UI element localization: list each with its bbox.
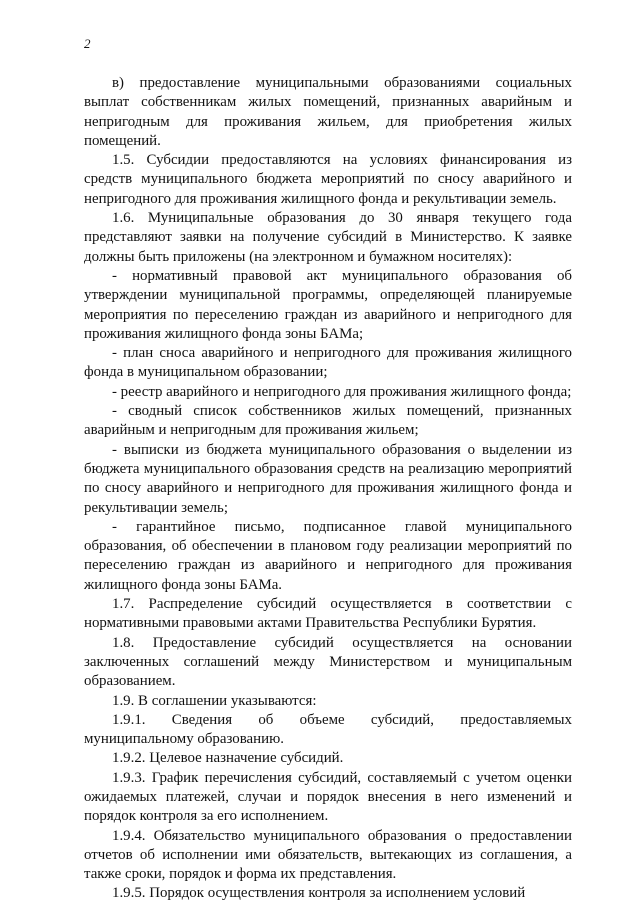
- list-item-demolition-plan: - план сноса аварийного и непригодного для проживания жилищного фонда в муниципальном образовании;: [84, 345, 572, 381]
- list-item-owners-list: - сводный список собственников жилых помещений, признанных аварийным и непригодным для проживания жильем;: [84, 403, 572, 439]
- paragraph-1-5: 1.5. Субсидии предоставляются на условиях финансирования из средств муниципального бюджета мероприятий по сносу аварийного и непригодного для проживания жилищного фонда и рекультивации земель.: [84, 152, 572, 207]
- paragraph-1-9-1: 1.9.1. Сведения об объеме субсидий, предоставляемых муниципальному образованию.: [84, 711, 572, 748]
- list-item-budget-extracts: - выписки из бюджета муниципального образования о выделении из бюджета муниципального образования средств на реализацию мероприятий по сносу аварийного и непригодного для проживания жилищного фонда и рекультивации земель;: [84, 441, 572, 516]
- paragraph-1-7: 1.7. Распределение субсидий осуществляется в соответствии с нормативными правовыми актами Правительства Республики Бурятия.: [84, 596, 572, 632]
- page-number: 2: [84, 36, 91, 51]
- paragraph-1-9-4: 1.9.4. Обязательство муниципального образования о предоставлении отчетов об исполнении ими обязательств, вытекающих из соглашения, а также сроки, порядок и форма их представления.: [84, 827, 572, 883]
- paragraph-3v-social-payments: в) предоставление муниципальными образованиями социальных выплат собственникам жилых помещений, признанных аварийным и непригодным для проживания жильем, для приобретения жилых помещений.: [84, 75, 572, 149]
- paragraph-1-9-3: 1.9.3. График перечисления субсидий, составляемый с учетом оценки ожидаемых платежей, случаи и порядок внесения в него изменений и порядок контроля за его исполнением.: [84, 769, 572, 825]
- list-item-normative-act: - нормативный правовой акт муниципального образования об утверждении муниципальной программы, определяющей планируемые мероприятия по переселению граждан из аварийного и непригодного для проживания жилищного фонда зоны БАМа;: [84, 267, 572, 342]
- document-body: [84, 74, 572, 904]
- paragraph-1-6: 1.6. Муниципальные образования до 30 января текущего года представляют заявки на получение субсидий в Министерство. К заявке должны быть приложены (на электронном и бумажном носителях):: [84, 210, 572, 265]
- paragraph-1-9-2: 1.9.2. Целевое назначение субсидий.: [112, 750, 344, 767]
- list-item-registry: - реестр аварийного и непригодного для проживания жилищного фонда;: [112, 383, 572, 400]
- paragraph-1-9: 1.9. В соглашении указываются:: [112, 692, 317, 709]
- paragraph-1-9-5: 1.9.5. Порядок осуществления контроля за исполнением условий: [112, 885, 526, 902]
- paragraph-1-8: 1.8. Предоставление субсидий осуществляется на основании заключенных соглашений между Министерством и муниципальным образованием.: [84, 634, 572, 690]
- list-item-guarantee-letter: - гарантийное письмо, подписанное главой муниципального образования, об обеспечении в плановом году реализации мероприятий по переселению граждан из аварийного и непригодного для проживания жилищного фонда зоны БАМа.: [84, 518, 572, 593]
